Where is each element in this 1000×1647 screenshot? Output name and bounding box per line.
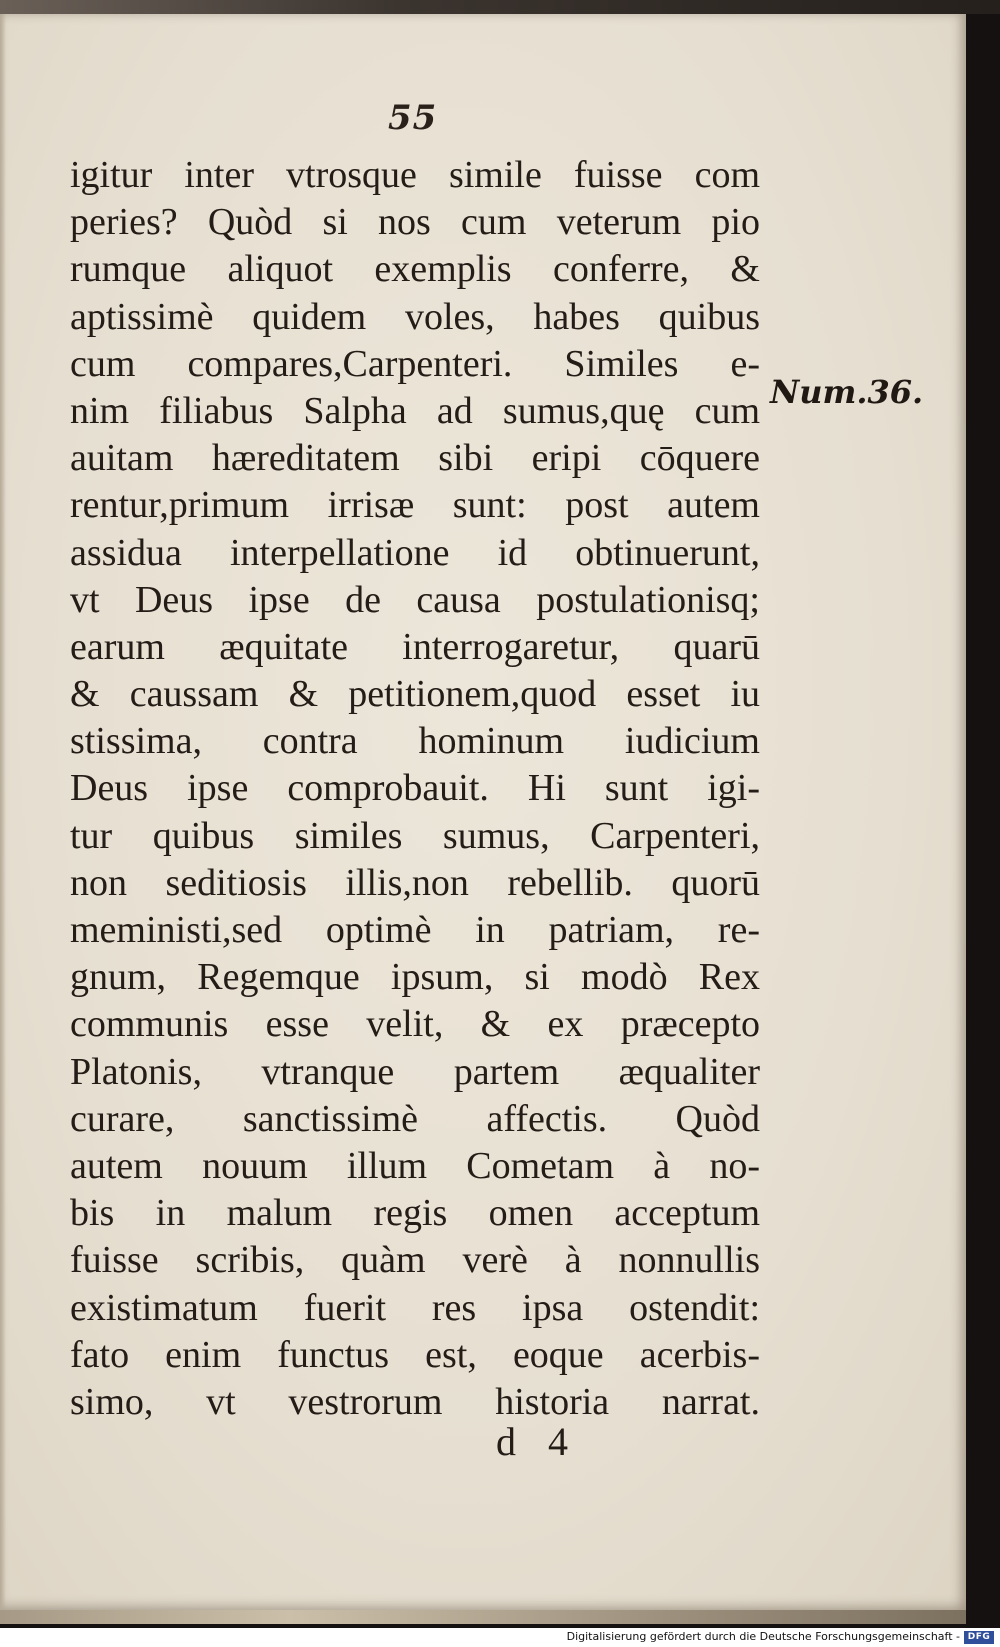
- page-bottom-edge: [0, 1610, 966, 1624]
- text-line: peries? Quòd si nos cum veterum pio: [70, 201, 760, 244]
- text-line: stissima, contra hominum iudicium: [70, 720, 760, 763]
- text-line: Deus ipse comprobauit. Hi sunt igi-: [70, 767, 760, 810]
- text-line: nim filiabus Salpha ad sumus,quę cum: [70, 389, 760, 432]
- text-line: gnum, Regemque ipsum, si modò Rex: [70, 956, 760, 999]
- text-line: communis esse velit, & ex præcepto: [70, 1003, 760, 1046]
- text-line: assidua interpellatione id obtinuerunt,: [70, 531, 760, 574]
- marginal-note: Num.36.: [770, 373, 924, 411]
- text-line: auitam hæreditatem sibi eripi cōquere: [70, 437, 760, 480]
- text-line: non seditiosis illis,non rebellib. quorū: [70, 861, 760, 904]
- text-line: cum compares,Carpenteri. Similes e-: [70, 342, 760, 385]
- text-line: existimatum fuerit res ipsa ostendit:: [70, 1286, 760, 1329]
- text-line: autem nouum illum Cometam à no-: [70, 1144, 760, 1187]
- page-number: 55: [388, 98, 438, 138]
- text-line: meministi,sed optimè in patriam, re-: [70, 909, 760, 951]
- text-line: bis in malum regis omen acceptum: [70, 1192, 760, 1235]
- dfg-logo-icon: DFG: [964, 1631, 994, 1644]
- text-line: fato enim functus est, eoque acerbis-: [70, 1333, 760, 1376]
- text-line: rumque aliquot exemplis conferre, &: [70, 248, 760, 291]
- text-line: rentur,primum irrisæ sunt: post autem: [70, 484, 760, 527]
- text-line: igitur inter vtrosque simile fuisse com: [70, 154, 760, 196]
- text-line: Platonis, vtranque partem æqualiter: [70, 1050, 760, 1093]
- funding-credit: Digitalisierung gefördert durch die Deutsche Forschungsgemeinschaft -: [566, 1630, 960, 1643]
- footer-bar: [0, 1628, 1000, 1647]
- scan-top-edge: [0, 0, 1000, 14]
- text-line: & caussam & petitionem,quod esset iu: [70, 673, 760, 716]
- text-line: fuisse scribis, quàm verè à nonnullis: [70, 1239, 760, 1282]
- page-gutter-shadow: [0, 14, 6, 1610]
- body-text: [70, 152, 760, 1426]
- text-line: curare, sanctissimè affectis. Quòd: [70, 1097, 760, 1140]
- text-line: vt Deus ipse de causa postulationisq;: [70, 578, 760, 621]
- signature-mark: d 4: [496, 1419, 568, 1464]
- text-line: tur quibus similes sumus, Carpenteri,: [70, 814, 760, 857]
- text-line: simo, vt vestrorum historia narrat.: [70, 1380, 760, 1423]
- text-line: aptissimè quidem voles, habes quibus: [70, 295, 760, 338]
- text-line: earum æquitate interrogaretur, quarū: [70, 625, 760, 668]
